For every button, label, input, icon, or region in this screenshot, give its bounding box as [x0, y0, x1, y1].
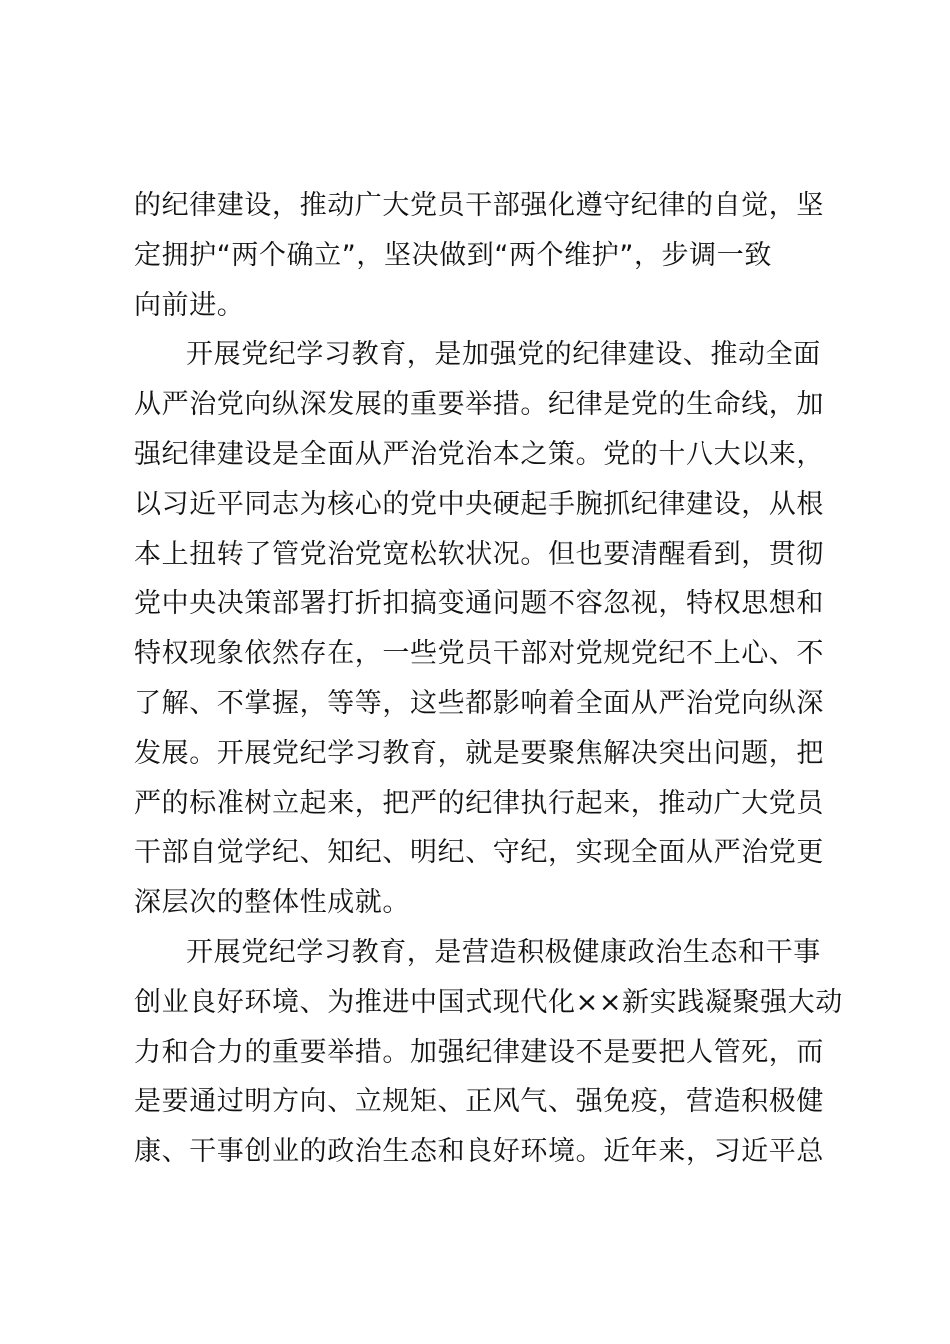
text-line: 了解、不掌握，等等，这些都影响着全面从严治党向纵深 — [134, 687, 824, 719]
body-text — [134, 181, 843, 1177]
text-line: 向前进。 — [134, 289, 245, 321]
text-line: 是要通过明方向、立规矩、正风气、强免疫，营造积极健 — [134, 1086, 824, 1118]
text-line: 从严治党向纵深发展的重要举措。纪律是党的生命线，加 — [134, 389, 824, 421]
paragraph-first-line: 开展党纪学习教育，是加强党的纪律建设、推动全面 — [186, 339, 821, 371]
text-line: 强纪律建设是全面从严治党治本之策。党的十八大以来， — [134, 438, 824, 470]
text-line: 力和合力的重要举措。加强纪律建设不是要把人管死，而 — [134, 1036, 824, 1068]
text-line: 创业良好环境、为推进中国式现代化××新实践凝聚强大动 — [134, 986, 843, 1018]
text-line: 深层次的整体性成就。 — [134, 887, 410, 919]
text-line: 本上扭转了管党治党宽松软状况。但也要清醒看到，贯彻 — [134, 538, 824, 570]
text-line: 特权现象依然存在，一些党员干部对党规党纪不上心、不 — [134, 638, 824, 670]
text-line: 康、干事创业的政治生态和良好环境。近年来，习近平总 — [134, 1136, 824, 1168]
text-line: 严的标准树立起来，把严的纪律执行起来，推动广大党员 — [134, 787, 824, 819]
text-line: 定拥护“两个确立”，坚决做到“两个维护”，步调一致 — [134, 239, 772, 271]
text-line: 以习近平同志为核心的党中央硬起手腕抓纪律建设，从根 — [134, 488, 824, 520]
text-line: 的纪律建设，推动广大党员干部强化遵守纪律的自觉，坚 — [134, 190, 824, 221]
text-line: 发展。开展党纪学习教育，就是要聚焦解决突出问题，把 — [134, 737, 824, 769]
paragraph-first-line: 开展党纪学习教育，是营造积极健康政治生态和干事 — [186, 936, 821, 968]
text-line: 干部自觉学纪、知纪、明纪、守纪，实现全面从严治党更 — [134, 837, 824, 869]
text-line: 党中央决策部署打折扣搞变通问题不容忽视，特权思想和 — [134, 588, 824, 620]
